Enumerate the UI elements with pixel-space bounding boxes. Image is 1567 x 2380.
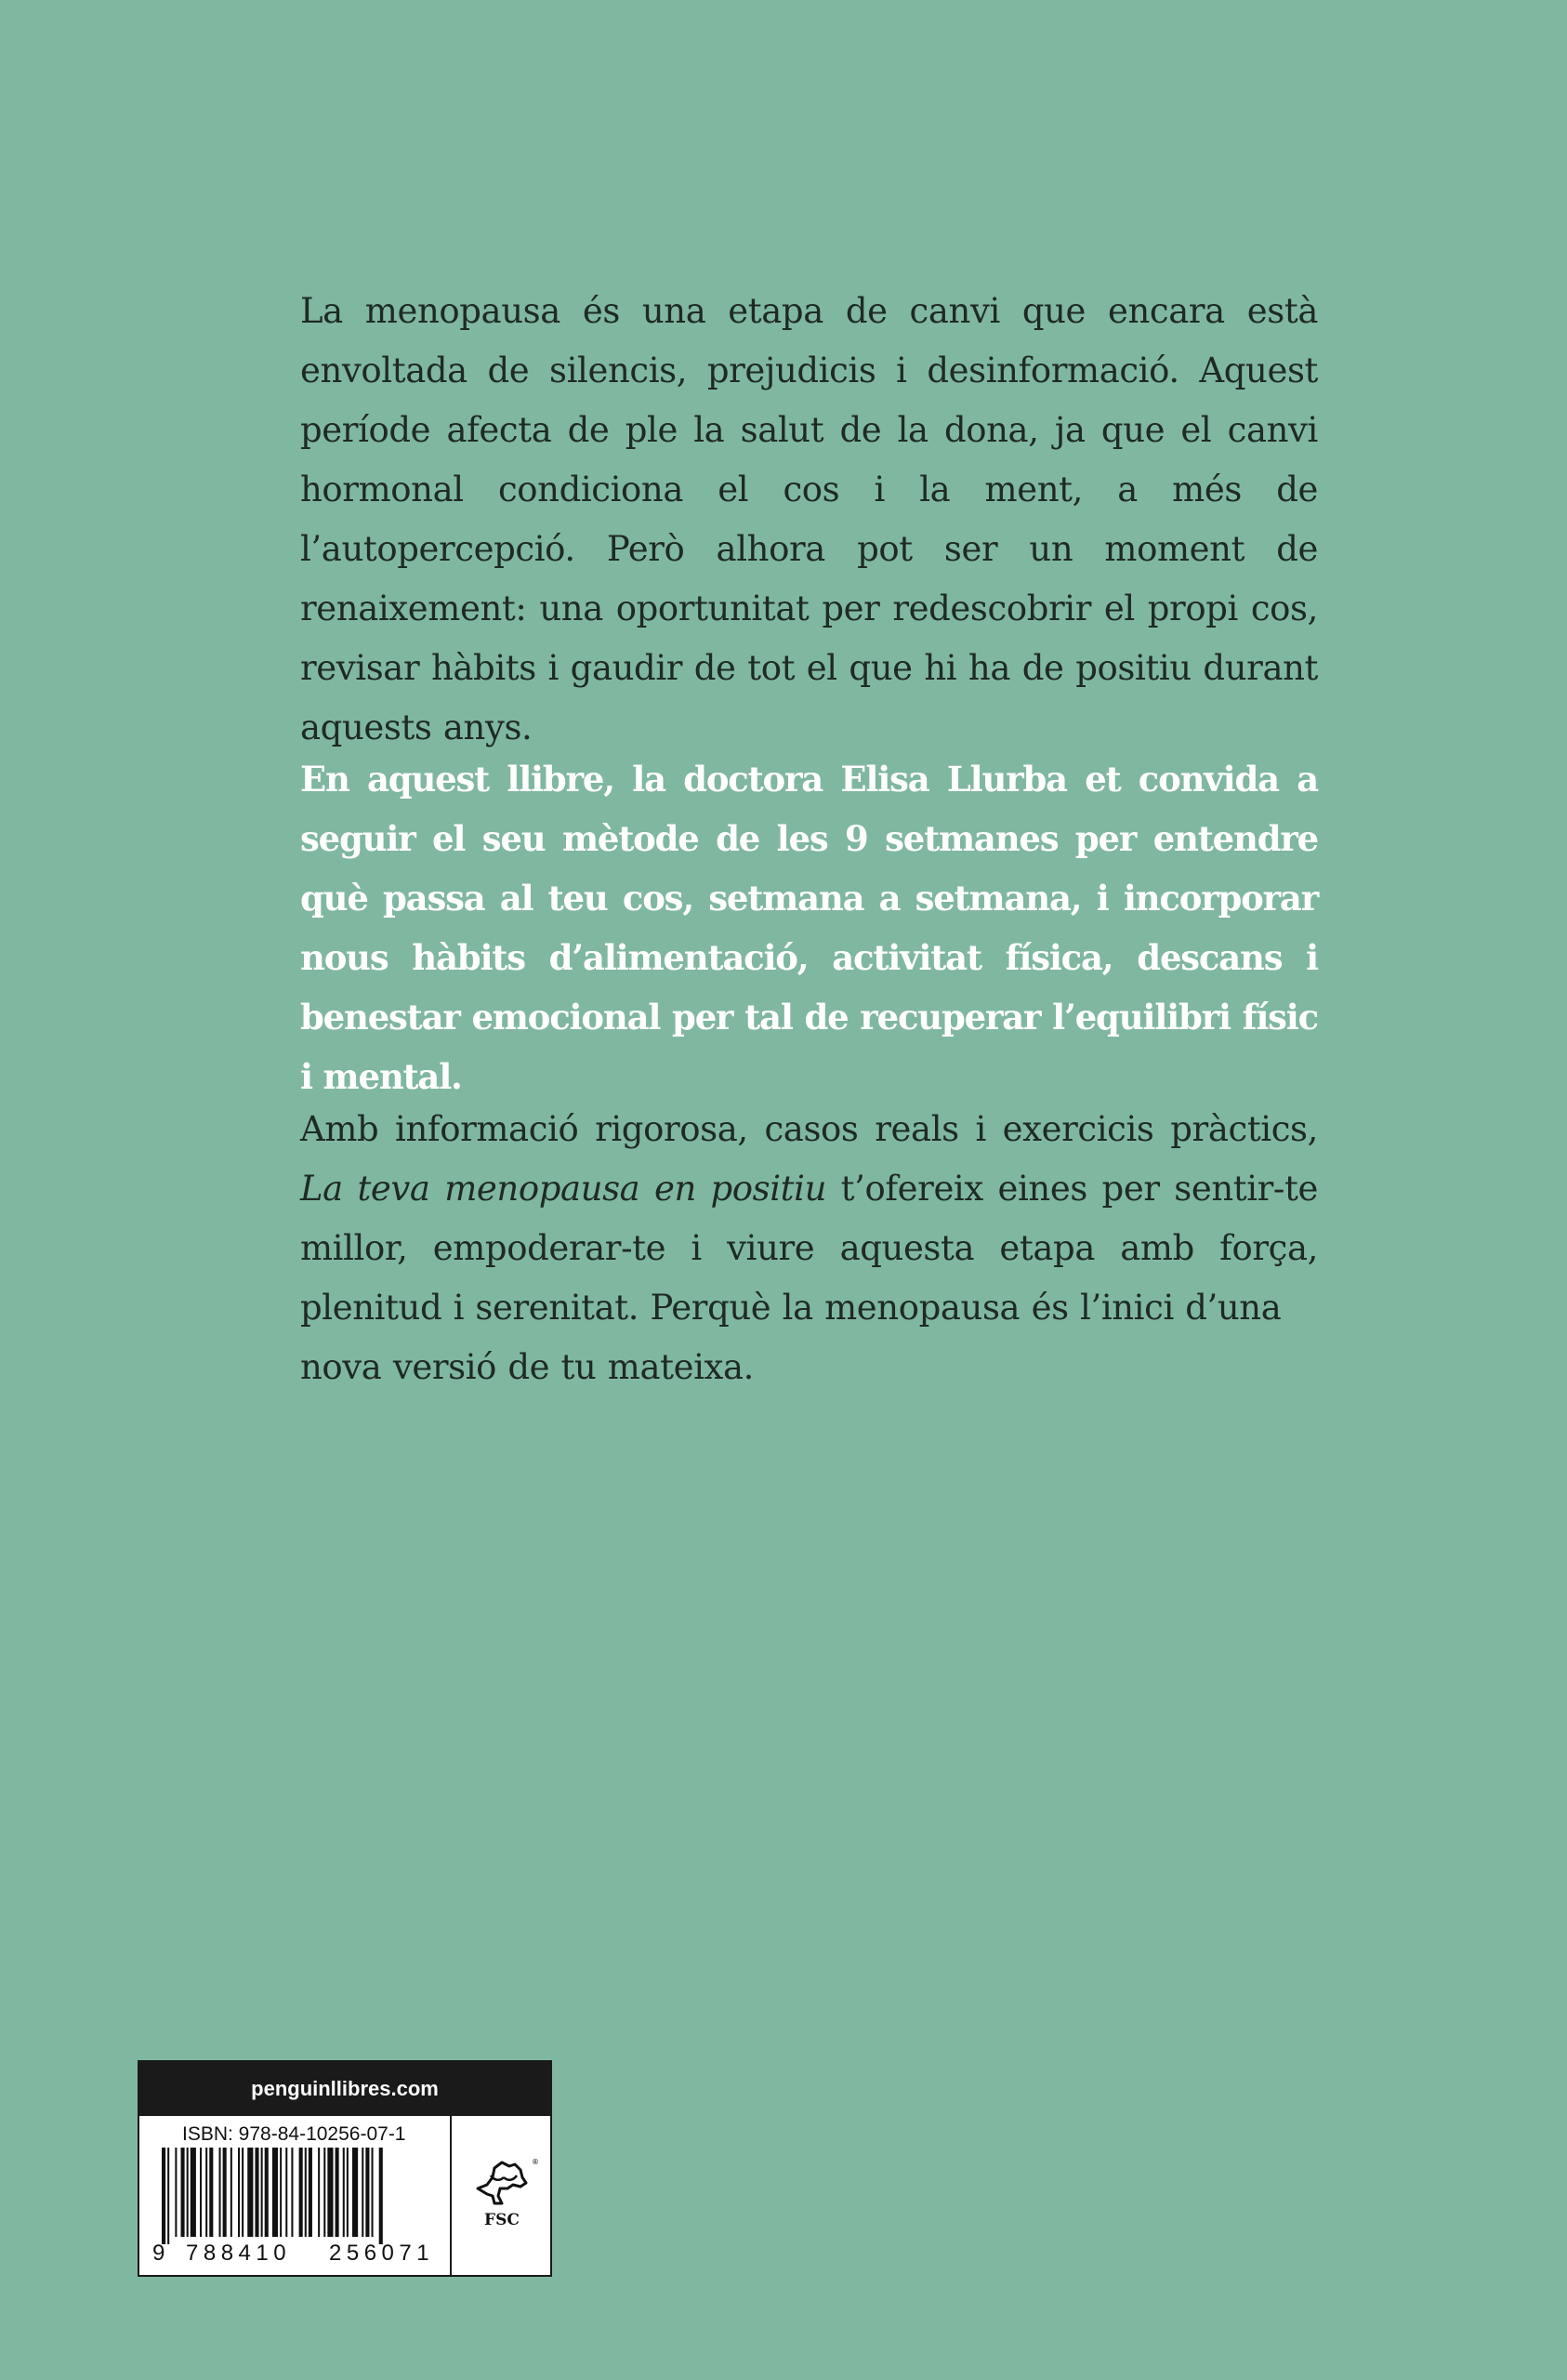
barcode-bar [219,2148,221,2237]
barcode-bar [318,2148,320,2237]
highlight-paragraph: En aquest llibre, la doctora Elisa Llurba et convida a seguir el seu mètode de les 9 setmanes per entendre què passa al teu cos, setmana a setmana, i incorporar nous hàbits d’alimentació, activitat física, descans i benestar emocional per tal de recuperar l’equilibri físic i mental. [300,759,1318,1097]
barcode-bar [187,2148,189,2237]
barcode-bar [265,2148,269,2237]
barcode-bar [223,2148,227,2237]
barcode-bar [305,2148,307,2237]
barcode-bar [175,2148,177,2237]
barcode-bar [205,2148,207,2237]
barcode-bar [181,2148,185,2237]
isbn-label: ISBN: 978-84-10256-07-1 [182,2123,406,2145]
barcode-bar [247,2148,253,2237]
barcode-bar [323,2148,325,2237]
barcode-bar [327,2148,333,2237]
barcode-bar [362,2148,363,2237]
barcode-bar [309,2148,312,2237]
barcode-bar [280,2148,282,2237]
barcode-bar [347,2148,349,2237]
closing-paragraph [300,1100,1318,1397]
svg-text:®: ® [532,2158,539,2166]
fsc-label: FSC [484,2211,520,2229]
barcode-bar [255,2148,258,2237]
closing-end: nova versió de tu mateixa. [300,1347,755,1387]
closing-intro: Amb informació rigorosa, casos reals i exercicis pràctics, [300,1109,1318,1149]
barcode-bar [372,2148,374,2237]
barcode-digit-first: 9 [152,2241,165,2266]
barcode-bar [299,2148,303,2237]
barcode-bar [238,2148,240,2237]
barcode-bar [272,2148,278,2237]
barcode-bar [162,2148,165,2244]
barcode-box [138,2060,552,2277]
barcode-digits-left: 788410 [186,2241,292,2266]
book-title: La teva menopausa en positiu [300,1169,827,1209]
barcode-bar [200,2148,202,2237]
barcode-divider [450,2116,452,2277]
barcode-bar [191,2148,196,2237]
barcode-bar [209,2148,213,2237]
barcode-bar [336,2148,339,2237]
intro-paragraph: La menopausa és una etapa de canvi que encara està envoltada de silencis, prejudicis i desinformació. Aquest període afecta de ple la salut de la dona, ja que el canvi hormonal condiciona el cos i la ment, a més de l’autopercepció. Però alhora pot ser un moment de renaixement: una oportunitat per redescobrir el propi cos, revisar hàbits i gaudir de tot el que hi ha de positiu durant aquests anys. [300,291,1318,747]
barcode-bar [343,2148,345,2237]
barcode-bar [261,2148,263,2237]
publisher-website: penguinllibres.com [139,2062,550,2116]
fsc-tree-icon [467,2157,537,2211]
barcode-bar [242,2148,244,2237]
barcode-bar [352,2148,358,2237]
barcode-bar [365,2148,369,2237]
closing-body: t’ofereix eines per sentir-te millor, empoderar-te i viure aquesta etapa amb força, plenitud i serenitat. Perquè la menopausa és l’inici d’una [300,1169,1318,1328]
barcode-digits-right: 256071 [329,2241,435,2266]
barcode-icon [160,2148,439,2244]
barcode-bar [291,2148,293,2237]
barcode-bar [379,2148,383,2244]
barcode-bar [167,2148,169,2244]
barcode-bar [230,2148,232,2237]
barcode-bar [285,2148,287,2237]
